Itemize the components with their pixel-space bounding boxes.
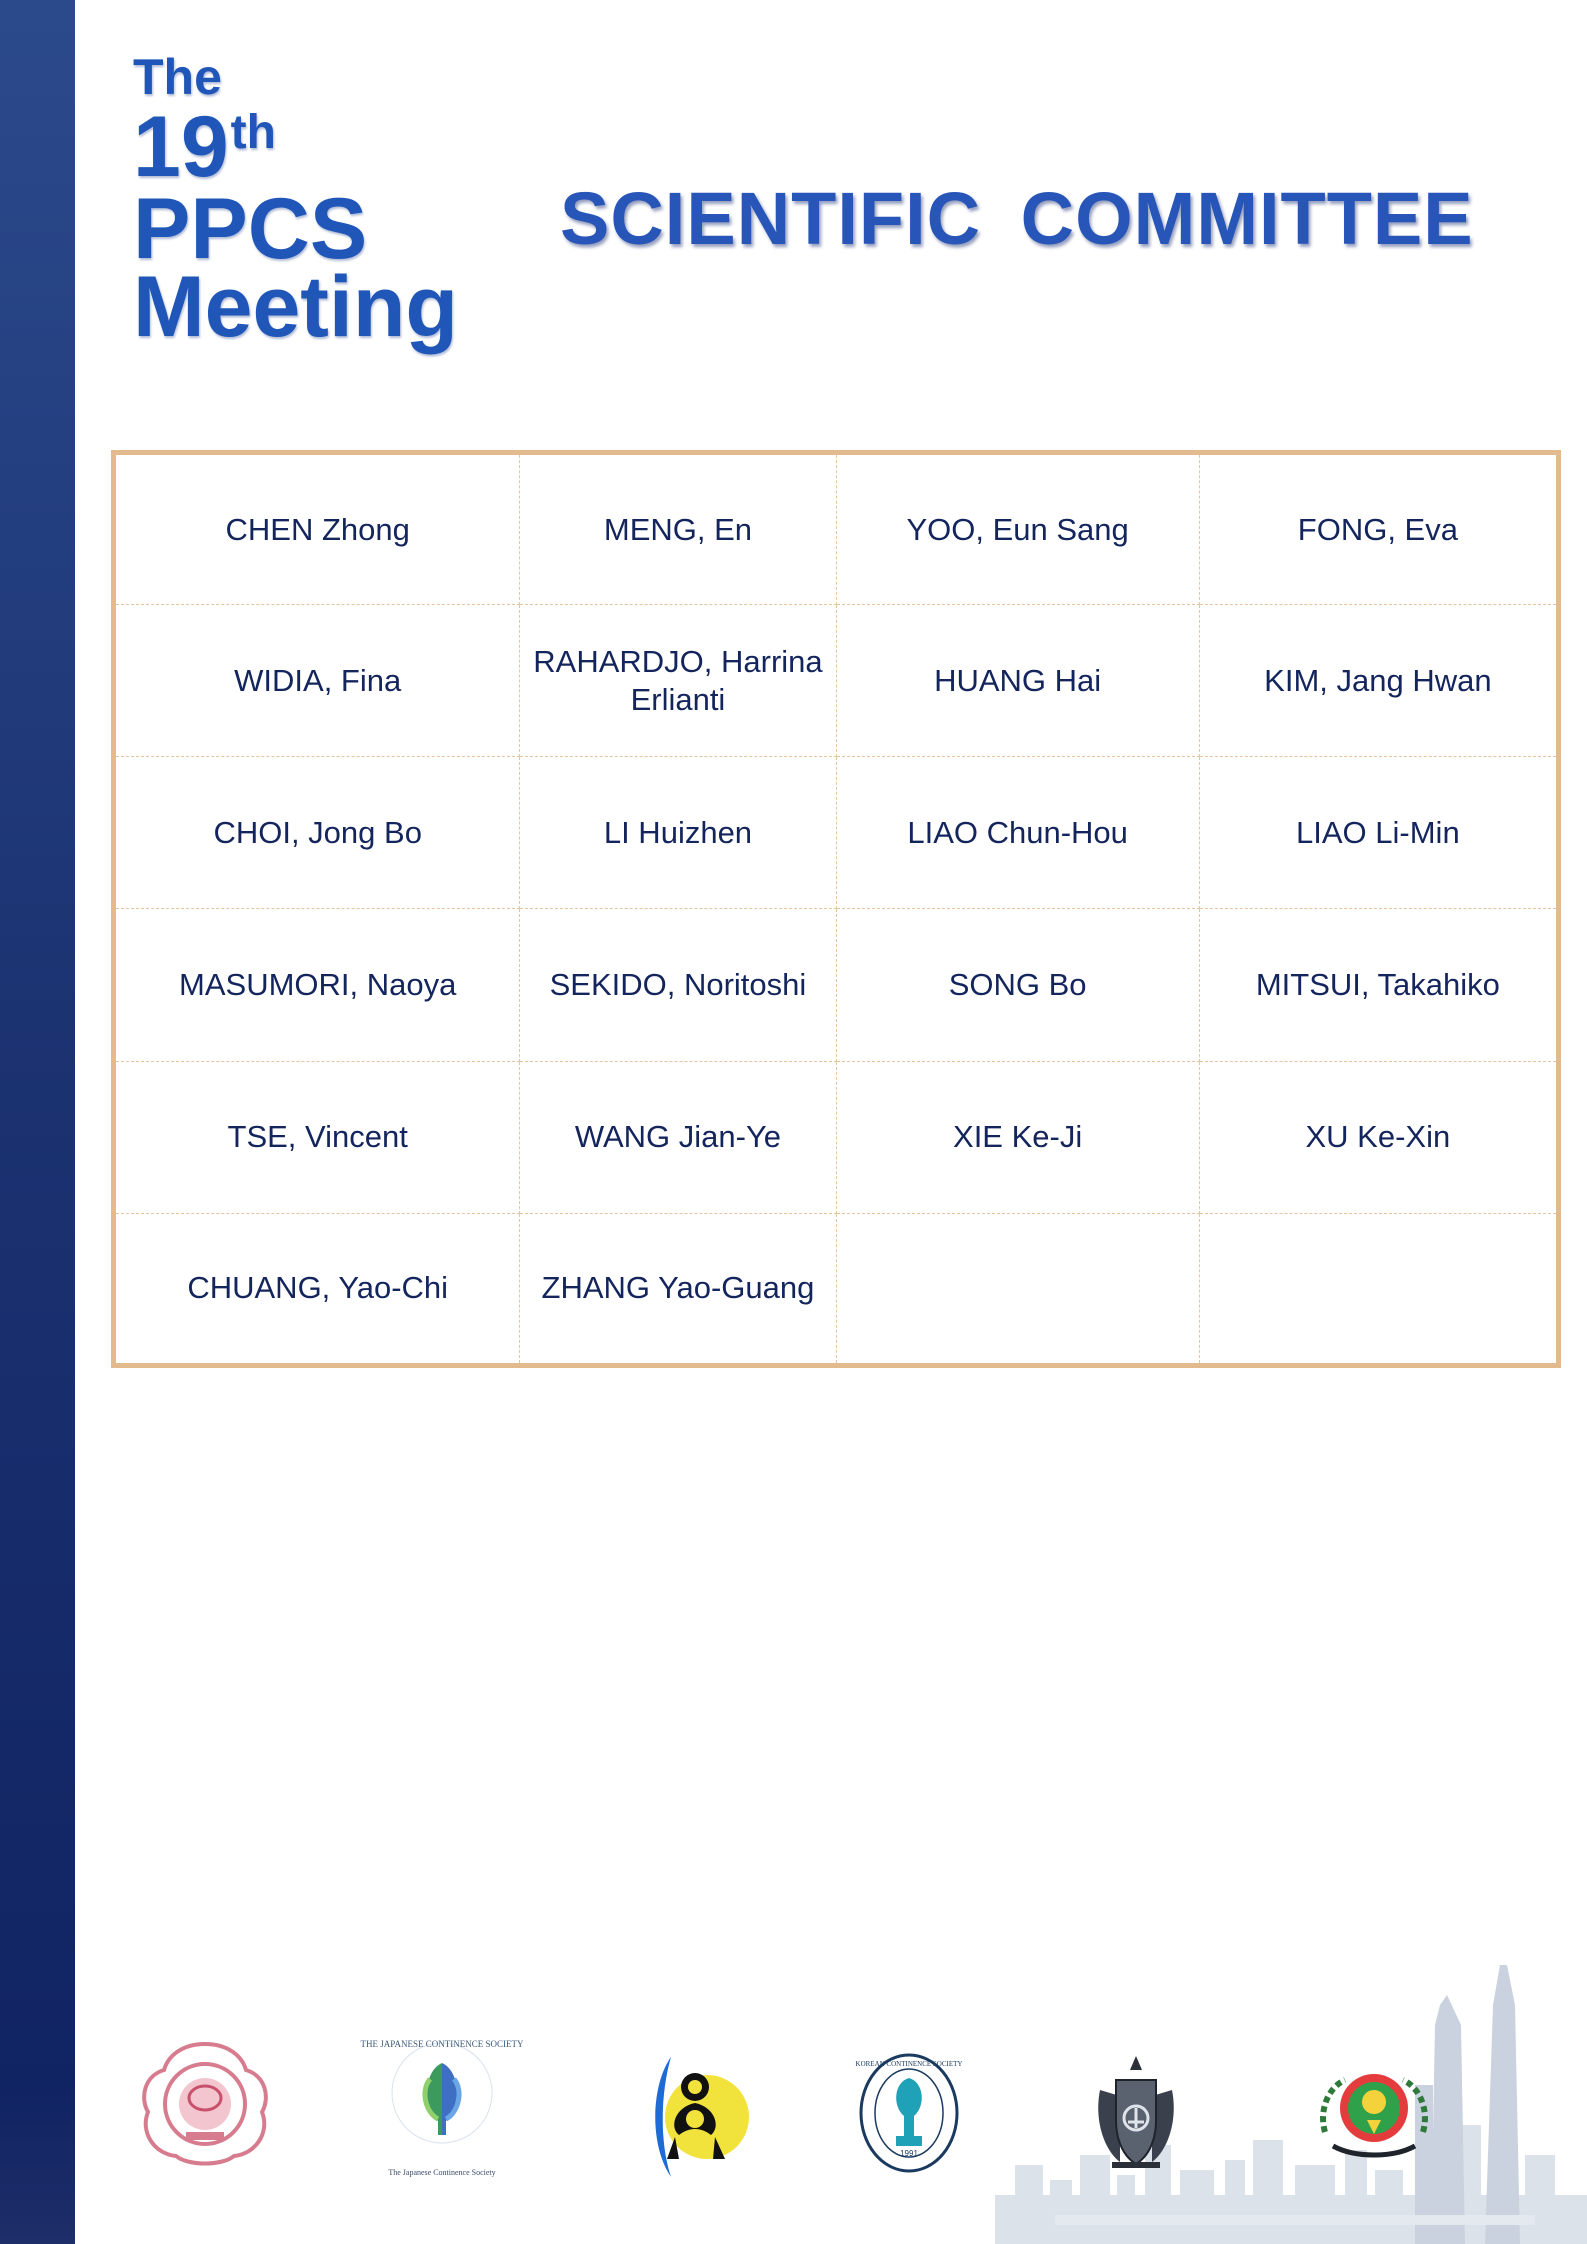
japanese-society-caption: The Japanese Continence Society [388, 2168, 496, 2177]
empty-cell [1199, 1213, 1558, 1365]
brand-meeting: Meeting [133, 259, 458, 355]
member-name: LIAO Li-Min [1199, 757, 1558, 909]
brand-number-suffix: th [230, 106, 276, 159]
member-name: MASUMORI, Naoya [114, 909, 520, 1061]
empty-cell [836, 1213, 1199, 1365]
member-name: RAHARDJO, Harrina Erlianti [520, 605, 836, 757]
member-name: LIAO Chun-Hou [836, 757, 1199, 909]
member-name: WANG Jian-Ye [520, 1061, 836, 1213]
member-name: CHEN Zhong [114, 453, 520, 605]
table-row [114, 605, 1559, 757]
table-row [114, 1061, 1559, 1213]
table-row [114, 909, 1559, 1061]
city-skyline-image [995, 1965, 1587, 2244]
korean-society-logo [855, 2052, 963, 2174]
member-name: SONG Bo [836, 909, 1199, 1061]
brand-number: 19 [133, 99, 229, 195]
member-name: CHOI, Jong Bo [114, 757, 520, 909]
table-row [114, 1213, 1559, 1365]
member-name: WIDIA, Fina [114, 605, 520, 757]
member-name: XU Ke-Xin [1199, 1061, 1558, 1213]
member-name: SEKIDO, Noritoshi [520, 909, 836, 1061]
member-name: FONG, Eva [1199, 453, 1558, 605]
member-name: MENG, En [520, 453, 836, 605]
korean-society-year: 1991 [900, 2149, 918, 2158]
japanese-society-ring-text: THE JAPANESE CONTINENCE SOCIETY [360, 2039, 524, 2049]
brand-the: The [133, 49, 222, 105]
member-name: ZHANG Yao-Guang [520, 1213, 836, 1365]
japanese-society-logo [360, 2035, 524, 2180]
brand-edition [133, 99, 458, 195]
table-row [114, 453, 1559, 605]
chinese-society-logo [138, 2040, 272, 2166]
member-name: XIE Ke-Ji [836, 1061, 1199, 1213]
member-name: HUANG Hai [836, 605, 1199, 757]
meeting-brand [133, 49, 458, 355]
continence-figure-logo [645, 2055, 750, 2180]
korean-society-ring-text: KOREAN CONTINENCE SOCIETY [855, 2060, 963, 2068]
page-title: SCIENTIFIC COMMITTEE [560, 177, 1474, 260]
member-name: LI Huizhen [520, 757, 836, 909]
committee-table [111, 450, 1561, 1368]
member-name: YOO, Eun Sang [836, 453, 1199, 605]
table-row [114, 757, 1559, 909]
member-name: CHUANG, Yao-Chi [114, 1213, 520, 1365]
brand-ppcs: PPCS [133, 181, 368, 277]
member-name: KIM, Jang Hwan [1199, 605, 1558, 757]
green-society-emblem [1315, 2062, 1433, 2162]
coat-of-arms-logo [1090, 2050, 1182, 2170]
member-name: TSE, Vincent [114, 1061, 520, 1213]
left-sidebar-band [0, 0, 75, 2244]
member-name: MITSUI, Takahiko [1199, 909, 1558, 1061]
